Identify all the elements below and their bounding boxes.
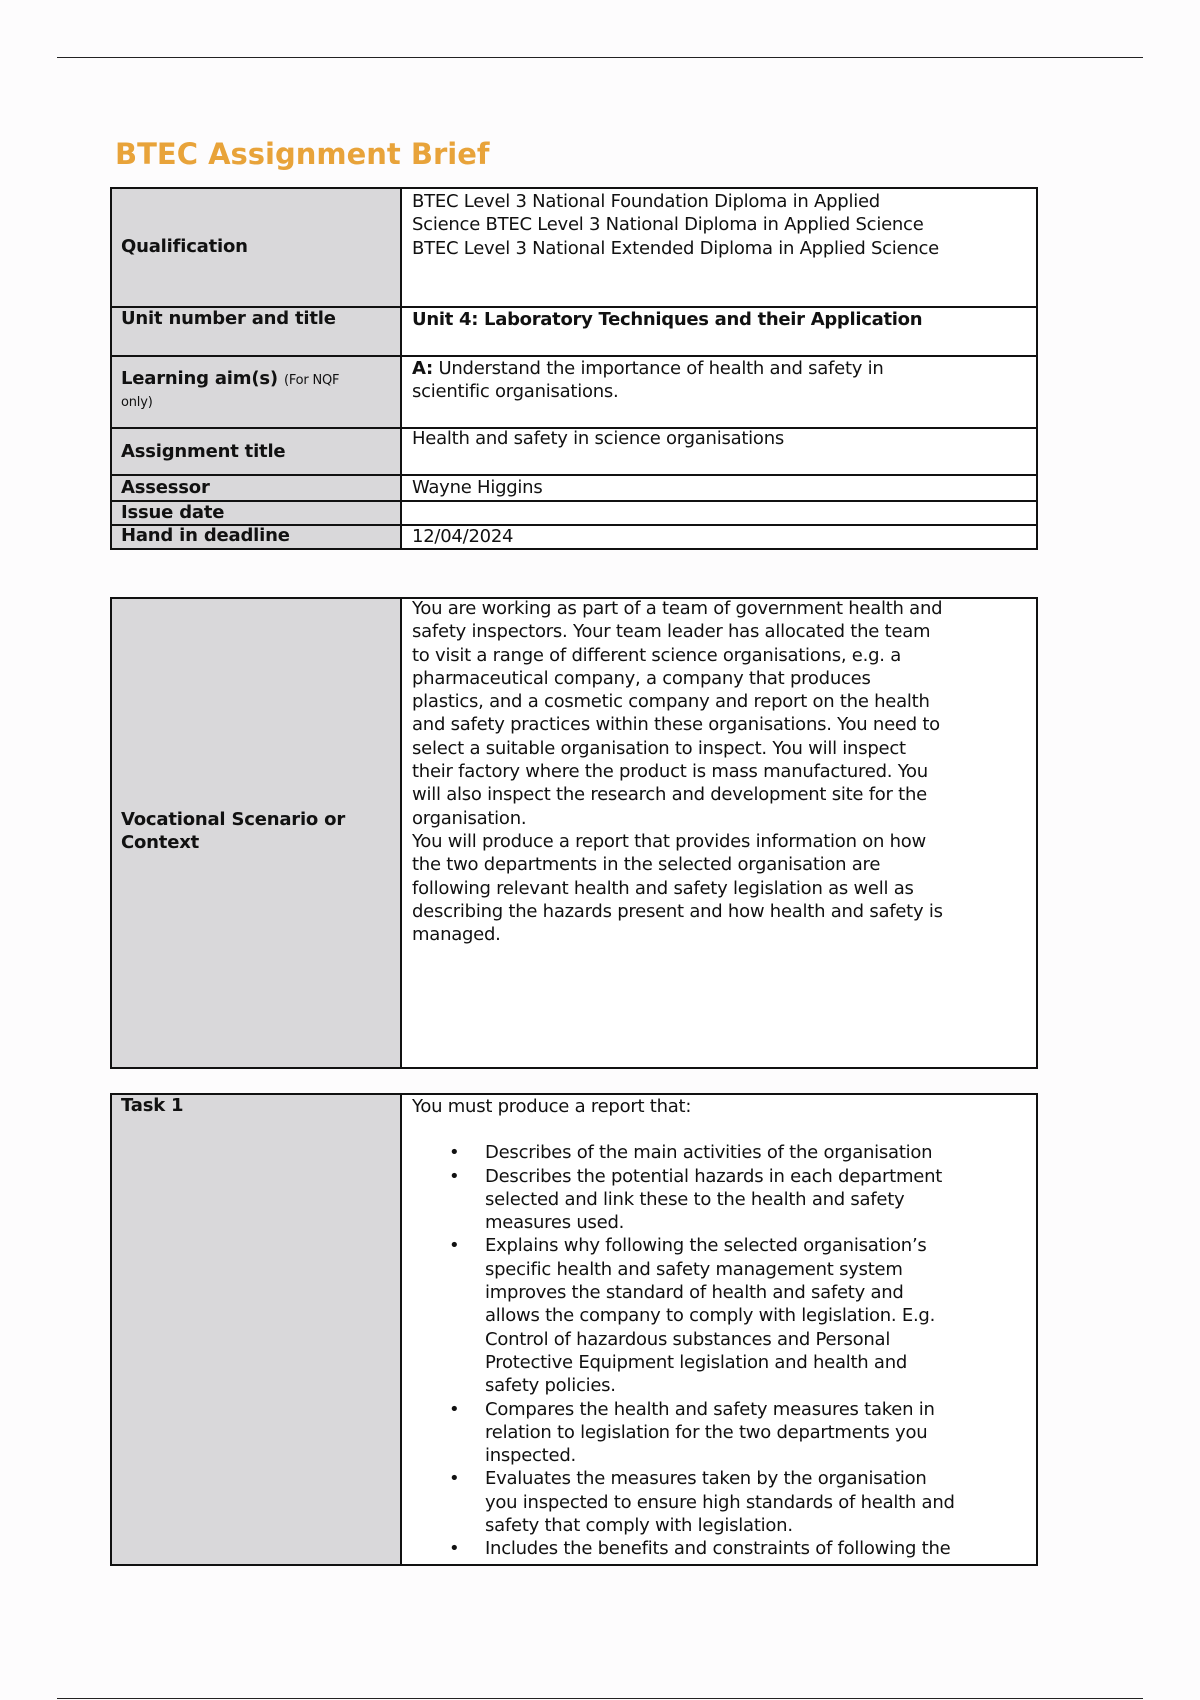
scenario-line: managed. [412, 924, 501, 946]
aim-text: scientific organisations. [412, 381, 619, 403]
scenario-table [110, 597, 1038, 1069]
row-assessor [112, 474, 1036, 502]
task-bullet-line: measures used. [485, 1212, 625, 1234]
task-bullet-item [412, 1398, 1026, 1468]
page-title: BTEC Assignment Brief [115, 137, 490, 171]
aim-prefix: A: [412, 358, 433, 379]
task-bullet-list [412, 1141, 1026, 1560]
scenario-line: their factory where the product is mass manufactured. You [412, 761, 928, 783]
value-learning-aim [412, 357, 884, 404]
task-bullet-item [412, 1234, 1026, 1397]
task-bullet-line: inspected. [485, 1445, 576, 1467]
scenario-line: the two departments in the selected organisation are [412, 854, 881, 876]
value-qualification [412, 190, 939, 260]
value-deadline: 12/04/2024 [412, 526, 514, 547]
task-bullet-line: selected and link these to the health and safety [485, 1188, 905, 1210]
task-bullet-line: safety policies. [485, 1375, 616, 1397]
task-bullet-line: Compares the health and safety measures taken in [485, 1398, 935, 1420]
row-qualification [112, 189, 1036, 308]
learning-aim-label: Learning aim(s) [121, 368, 278, 389]
task-bullet-line: Describes the potential hazards in each department [485, 1165, 943, 1187]
learning-aim-note: only) [121, 395, 153, 410]
task-bullet-item [412, 1165, 1026, 1235]
bullet-icon: • [449, 1468, 460, 1490]
label-task-1: Task 1 [121, 1095, 184, 1116]
label-deadline: Hand in deadline [121, 525, 290, 546]
bullet-icon: • [449, 1235, 460, 1257]
task-bullet-line: Explains why following the selected organisation’s [485, 1235, 927, 1257]
scenario-line: select a suitable organisation to inspect. You will inspect [412, 737, 906, 759]
row-learning-aim [112, 355, 1036, 429]
value-assignment-title: Health and safety in science organisations [412, 428, 784, 449]
label-assignment-title: Assignment title [121, 441, 286, 462]
task-bullet-line: Includes the benefits and constraints of following the [485, 1538, 951, 1560]
qualification-line: BTEC Level 3 National Foundation Diploma in Applied [412, 191, 880, 212]
scenario-label: Context [121, 832, 200, 853]
label-qualification: Qualification [121, 236, 248, 257]
task-bullet-item [412, 1537, 1026, 1560]
scenario-line: pharmaceutical company, a company that produces [412, 667, 871, 689]
row-task-1 [112, 1095, 1036, 1564]
label-scenario [121, 808, 345, 854]
task-intro: You must produce a report that: [412, 1096, 692, 1117]
task-bullet-line: specific health and safety management system [485, 1258, 903, 1280]
task-bullet-line: improves the standard of health and safety and [485, 1282, 904, 1304]
aim-text: Understand the importance of health and safety in [432, 358, 884, 379]
task-bullet-line: relation to legislation for the two departments you [485, 1421, 928, 1443]
scenario-line: plastics, and a cosmetic company and report on the health [412, 691, 930, 713]
label-learning-aim [121, 369, 339, 413]
label-assessor: Assessor [121, 477, 210, 498]
scenario-line: You will produce a report that provides information on how [412, 830, 926, 852]
qualification-line: Science BTEC Level 3 National Diploma in Applied Science [412, 214, 924, 236]
learning-aim-note: (For NQF [283, 373, 340, 388]
scenario-text [412, 597, 943, 946]
scenario-line: following relevant health and safety legislation as well as [412, 877, 914, 899]
row-deadline [112, 524, 1036, 548]
task-bullet-line: you inspected to ensure high standards of health and [485, 1491, 955, 1513]
scenario-line: You are working as part of a team of government health and [412, 598, 943, 619]
row-scenario [112, 599, 1036, 1067]
row-issue-date [112, 500, 1036, 526]
task-bullet-line: safety that comply with legislation. [485, 1515, 793, 1537]
task-bullet-line: Control of hazardous substances and Personal [485, 1328, 891, 1350]
label-unit: Unit number and title [121, 308, 336, 329]
task-table [110, 1093, 1038, 1566]
bottom-rule [57, 1698, 1143, 1699]
scenario-line: and safety practices within these organisations. You need to [412, 714, 940, 736]
row-assignment-title [112, 427, 1036, 476]
qualification-line: BTEC Level 3 National Extended Diploma in Applied Science [412, 237, 939, 259]
task-bullet-line: Describes of the main activities of the organisation [485, 1142, 933, 1164]
bullet-icon: • [449, 1538, 460, 1560]
scenario-line: will also inspect the research and development site for the [412, 784, 927, 806]
bullet-icon: • [449, 1165, 460, 1187]
label-issue-date: Issue date [121, 502, 225, 523]
scenario-line: safety inspectors. Your team leader has allocated the team [412, 621, 931, 643]
bullet-icon: • [449, 1142, 460, 1164]
task-bullet-item [412, 1467, 1026, 1537]
bullet-icon: • [449, 1398, 460, 1420]
details-table [110, 187, 1038, 550]
scenario-line: to visit a range of different science organisations, e.g. a [412, 644, 901, 666]
task-bullet-line: Protective Equipment legislation and health and [485, 1351, 908, 1373]
value-unit: Unit 4: Laboratory Techniques and their Application [412, 309, 923, 330]
task-bullet-line: Evaluates the measures taken by the organisation [485, 1468, 927, 1490]
row-unit [112, 306, 1036, 357]
value-assessor: Wayne Higgins [412, 477, 543, 498]
task-bullet-line: allows the company to comply with legislation. E.g. [485, 1305, 936, 1327]
scenario-line: organisation. [412, 807, 527, 829]
task-1-content [412, 1095, 1026, 1561]
task-bullet-item [412, 1141, 1026, 1164]
scenario-label: Vocational Scenario or [121, 809, 345, 830]
top-rule [57, 57, 1143, 58]
scenario-line: describing the hazards present and how health and safety is [412, 900, 943, 922]
